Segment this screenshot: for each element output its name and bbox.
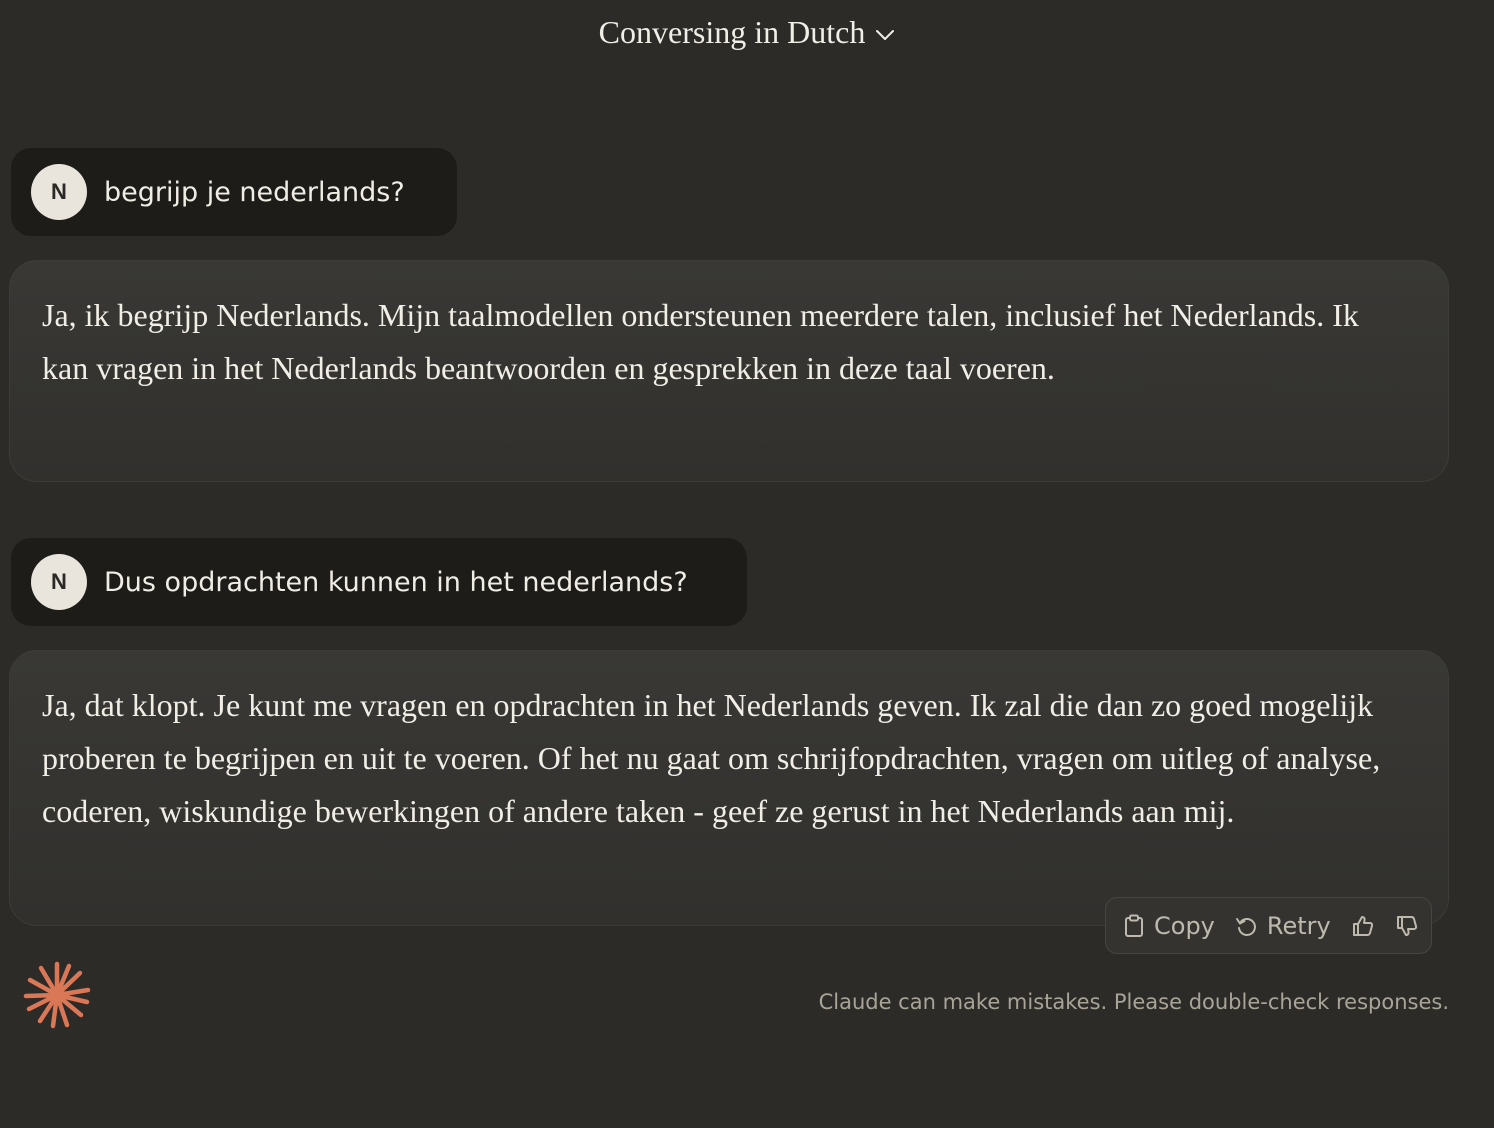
user-message xyxy=(11,148,457,236)
user-avatar[interactable]: N xyxy=(31,554,87,610)
user-message-text: Dus opdrachten kunnen in het nederlands? xyxy=(104,566,688,598)
user-message xyxy=(11,538,747,626)
clipboard-icon xyxy=(1124,914,1144,938)
conversation-title-dropdown[interactable] xyxy=(0,14,1494,51)
thumbs-down-button[interactable] xyxy=(1395,914,1419,938)
disclaimer-text: Claude can make mistakes. Please double-check responses. xyxy=(818,990,1449,1014)
thumbs-up-button[interactable] xyxy=(1351,914,1375,938)
user-avatar[interactable]: N xyxy=(31,164,87,220)
retry-icon xyxy=(1235,915,1257,937)
conversation-title: Conversing in Dutch xyxy=(598,14,866,50)
thumbs-up-icon xyxy=(1351,914,1375,938)
user-message-text: begrijp je nederlands? xyxy=(104,176,405,208)
chevron-down-icon xyxy=(875,29,895,41)
assistant-message-text: Ja, ik begrijp Nederlands. Mijn taalmodellen ondersteunen meerdere talen, inclusief het Nederlands. Ik kan vragen in het Nederlands beantwoorden en gesprekken in deze taal voeren. xyxy=(42,297,1359,386)
assistant-message-text: Ja, dat klopt. Je kunt me vragen en opdrachten in het Nederlands geven. Ik zal die dan zo goed mogelijk proberen te begrijpen en uit te voeren. Of het nu gaat om schrijfopdrachten, vragen om uitleg of analyse, coderen, wiskundige bewerkingen of andere taken - geef ze gerust in het Nederlands aan mij. xyxy=(42,687,1381,829)
retry-label: Retry xyxy=(1266,911,1331,940)
assistant-message xyxy=(9,260,1449,482)
assistant-message xyxy=(9,650,1449,926)
claude-sparkle-logo-icon xyxy=(22,960,92,1030)
message-action-bar xyxy=(1105,897,1432,954)
copy-button[interactable] xyxy=(1124,912,1215,940)
retry-button[interactable] xyxy=(1235,912,1331,940)
copy-label: Copy xyxy=(1154,911,1215,940)
thumbs-down-icon xyxy=(1395,914,1419,938)
